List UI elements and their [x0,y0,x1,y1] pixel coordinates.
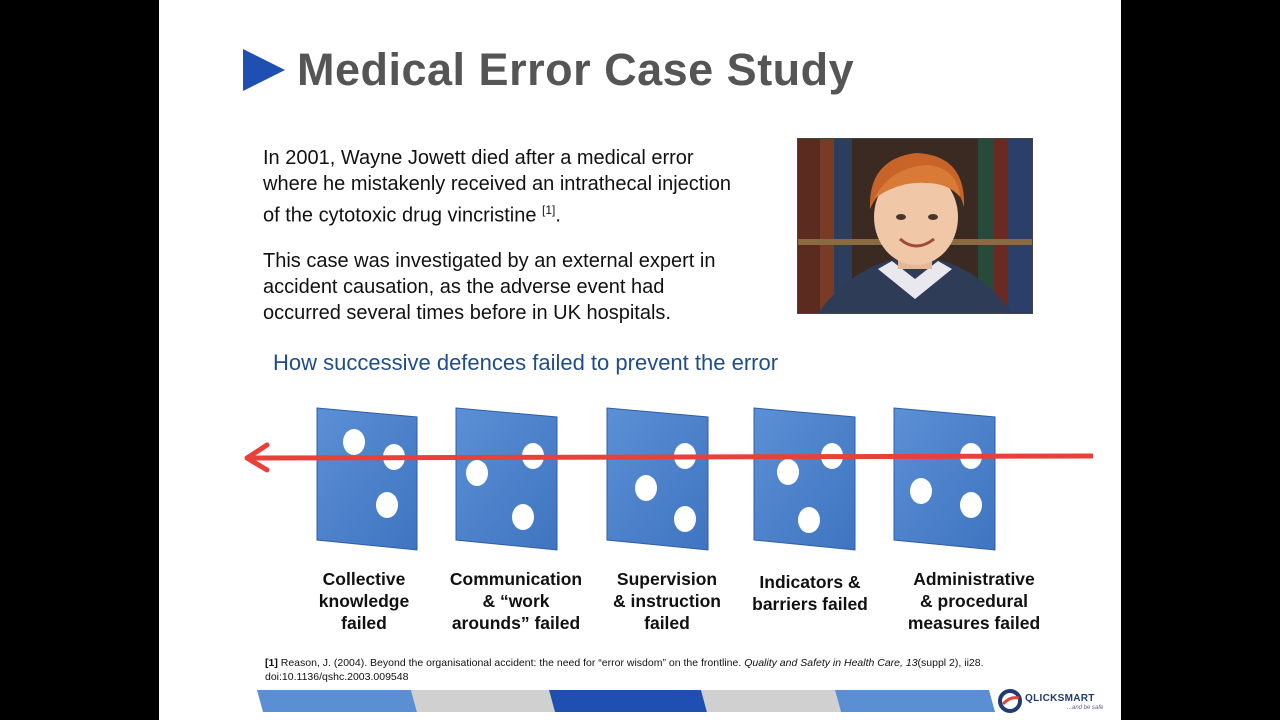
swiss-cheese-diagram [159,395,1121,565]
label-line: Indicators & [759,572,861,592]
slide [159,0,1121,720]
investigation-paragraph: This case was investigated by an external expert in accident causation, as the adverse event had occurred several times before in UK hospitals. [263,250,716,324]
label-line: & instruction [613,591,721,611]
footer-stripe [159,690,1121,720]
label-line: measures failed [907,613,1041,633]
label-line: arounds” failed [451,613,581,633]
reference-doi: (suppl 2), ii28. doi:10.1136/qshc.2003.009548 [265,657,984,683]
defence-label-4 [752,571,868,615]
qlicksmart-logo [997,686,1117,716]
label-line: Supervision [616,569,718,589]
patient-photo [797,138,1033,314]
case-paragraph-text: In 2001, Wayne Jowett died after a medical error where he mistakenly received an intrathecal injection of the cytotoxic drug vincristine [263,147,732,227]
defence-panel-5 [894,408,995,550]
defence-label-3 [613,568,721,634]
defence-panel-2 [456,408,557,550]
reference-journal: Quality and Safety in Health Care, 13 [744,657,918,669]
case-paragraph [263,145,743,229]
logo-tagline: ...and be safe [1067,705,1104,711]
label-line: knowledge [318,591,410,611]
slide-title: Medical Error Case Study [297,44,855,95]
label-line: Collective [322,569,406,589]
label-line: Communication [449,569,583,589]
defence-panel-3 [607,408,708,550]
reference-marker: [1] [542,203,556,217]
label-line: failed [341,613,387,633]
defence-panel-4 [754,408,855,550]
reference-text: Reason, J. (2004). Beyond the organisational accident: the need for “error wisdom” on the frontline. [277,657,745,669]
reference-citation [265,656,1085,684]
label-line: failed [644,613,690,633]
defence-label-5 [908,568,1040,634]
logo-mark-icon [997,688,1023,714]
case-paragraph-end: . [555,204,561,227]
play-triangle-icon [243,49,285,91]
label-line: & procedural [920,591,1028,611]
label-line: & “work [482,591,550,611]
defence-label-2 [450,568,582,634]
label-line: barriers failed [752,594,868,614]
reference-number: [1] [265,657,278,669]
diagram-subtitle: How successive defences failed to prevent the error [273,350,779,375]
defence-label-1 [319,568,409,634]
logo-name: QLICKSMART [1025,693,1095,704]
defence-labels [159,568,1121,638]
defence-panel-1 [317,408,417,550]
title-row [243,44,854,96]
label-line: Administrative [913,569,1035,589]
